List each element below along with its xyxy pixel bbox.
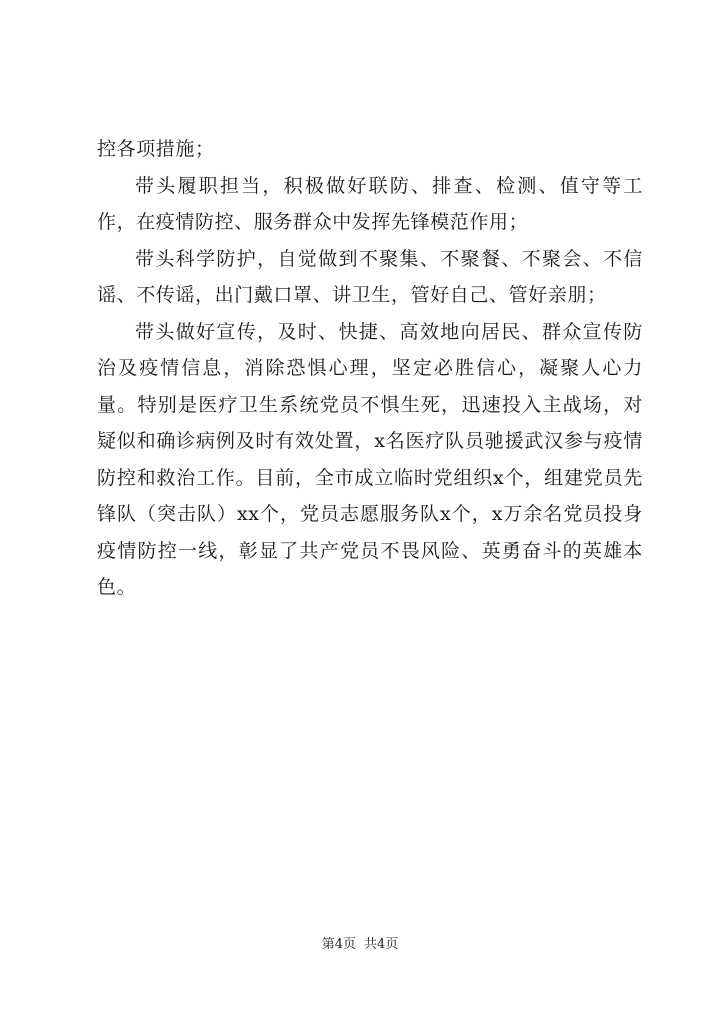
page-number-current: 第4页: [321, 937, 356, 952]
paragraph-continuation: 控各项措施；: [97, 138, 215, 160]
document-body: [97, 131, 643, 606]
paragraph-publicity: 带头做好宣传，及时、快捷、高效地向居民、群众宣传防治及疫情信息，消除恐惧心理，坚定必胜信心，凝聚人心力量。特别是医疗卫生系统党员不惧生死，迅速投入主战场，对疑似和确诊病例及时有效处置，x名医疗队员驰援武汉参与疫情防控和救治工作。目前，全市成立临时党组织x个，组建党员先锋队（突击队）xx个，党员志愿服务队x个，x万余名党员投身疫情防控一线，彰显了共产党员不畏风险、英勇奋斗的英雄本色。: [97, 320, 643, 598]
paragraph-protection: 带头科学防护，自觉做到不聚集、不聚餐、不聚会、不信谣、不传谣，出门戴口罩、讲卫生，管好自己、管好亲朋；: [97, 247, 643, 306]
page-footer: [0, 936, 720, 954]
page-number-total: 共4页: [364, 937, 399, 952]
paragraph-duty: 带头履职担当，积极做好联防、排查、检测、值守等工作，在疫情防控、服务群众中发挥先锋模范作用；: [97, 174, 643, 233]
